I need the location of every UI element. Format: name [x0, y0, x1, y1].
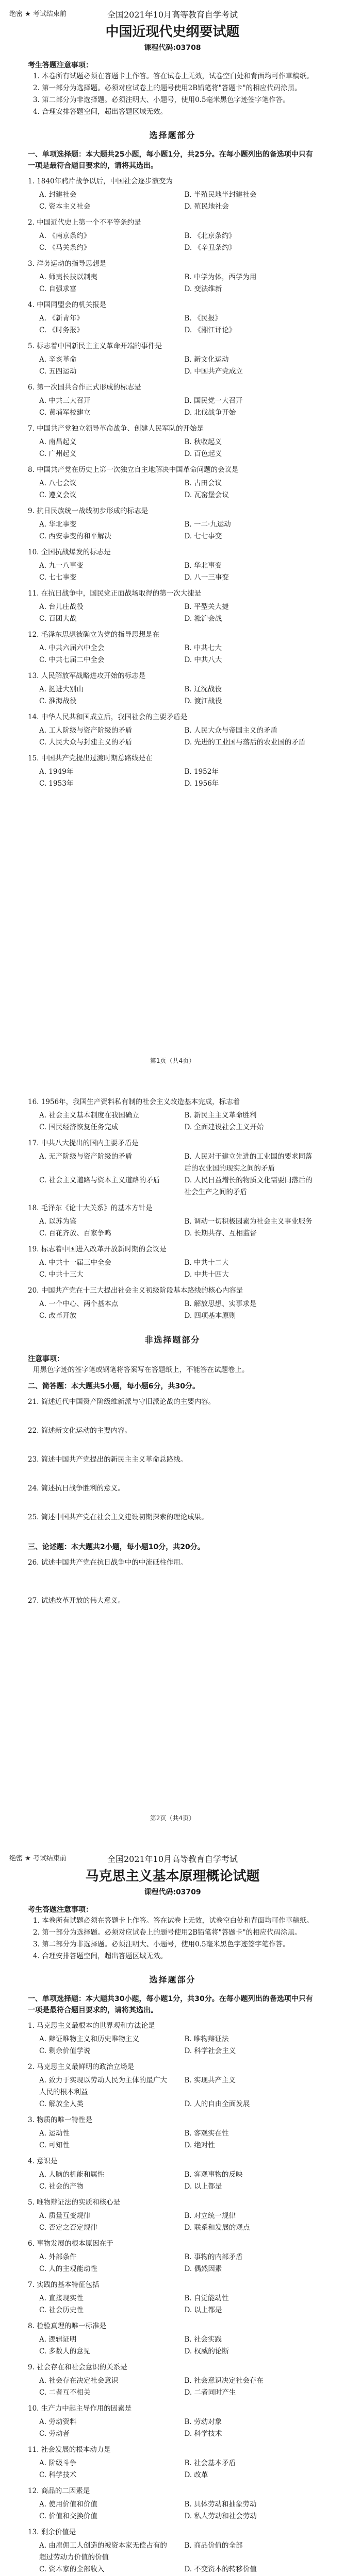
answer-option: C. 七七事变: [39, 573, 77, 582]
question-list: [28, 1097, 317, 1322]
answer-option: A. 华北事变: [39, 520, 77, 529]
answer-option: B. 具体劳动和抽象劳动: [184, 2500, 257, 2509]
answer-option: C. 多数人的意见: [39, 2347, 91, 2355]
answer-option: A. 辛亥革命: [39, 355, 77, 364]
notice-text: 用黑色字迹的签字笔或钢笔将答案写在答题纸上，不能答在试题卷上。: [33, 1366, 249, 1374]
question-item: [28, 423, 317, 460]
option-group: [39, 478, 317, 501]
question-item: [28, 465, 317, 501]
answer-option: C. 遵义会议: [39, 491, 77, 499]
question-item: [28, 588, 317, 625]
option-group: [39, 272, 317, 295]
answer-option: D. 中共八大: [184, 656, 222, 664]
option-group: [39, 2334, 317, 2358]
question-item: [28, 671, 317, 707]
answer-space: [28, 1496, 317, 1507]
option-group: [39, 519, 317, 543]
notice-item: 1. 本卷所有试题必须在答题卡上作答。答在试卷上无效，试卷空白处和背面均可作草稿纸。: [33, 72, 314, 80]
answer-option: D. 中国共产党成立: [184, 367, 243, 376]
option-group: [39, 2075, 317, 2110]
option-group: [39, 189, 317, 213]
answer-option: A. 使用价值和价值: [39, 2500, 97, 2509]
question-item: [28, 1138, 317, 1198]
question-stem: 10. 全国抗战爆发的标志是: [28, 548, 111, 556]
option-group: [39, 684, 317, 707]
question-stem: 2. 中国近代史上第一个不平等条约是: [28, 218, 141, 227]
question-stem: 4. 中国同盟会的机关报是: [28, 301, 107, 309]
question-item: [28, 2021, 317, 2057]
answer-option: B. 人民对于建立先进的工业国的要求同落后的农业国的现实之间的矛盾: [184, 1153, 313, 1173]
answer-option: C. 中共七届二中全会: [39, 656, 105, 664]
answer-option: A. 运动性: [39, 2129, 70, 2138]
question-stem: 12. 毛泽东思想被确立为党的指导思想是在: [28, 631, 160, 639]
question-stem: 17. 中共八大提出的国内主要矛盾是: [28, 1139, 139, 1147]
answer-option: D. 以上都是: [184, 2306, 222, 2314]
answer-option: B. 一二·九运动: [184, 520, 231, 529]
answer-space: [28, 1410, 317, 1421]
question-item: [28, 506, 317, 543]
part-heading: 选择题部分: [149, 1975, 196, 1985]
exam-title: 全国2021年10月高等教育自学考试: [107, 1854, 238, 1864]
course-code: 课程代码:03709: [144, 1888, 201, 1896]
answer-option: B. 新文化运动: [184, 355, 229, 364]
answer-option: B. 社会意识决定社会存在: [184, 2377, 264, 2385]
answer-option: C. 社会的产物: [39, 2182, 84, 2191]
option-group: [39, 354, 317, 378]
answer-option: D. 七七事变: [184, 532, 222, 540]
question-item: [28, 2156, 317, 2193]
question-stem: 9. 抗日民族统一战线初步形成的标志是: [28, 507, 149, 515]
question-item: [28, 2527, 317, 2575]
question-item: [28, 2321, 317, 2358]
answer-option: B. 劳动对象: [184, 2418, 222, 2426]
answer-option: B. 事物的内部矛盾: [184, 2253, 243, 2261]
exam-title: 全国2021年10月高等教育自学考试: [107, 10, 238, 20]
notice-item: 3. 第二部分为非选择题。必须注明大、小题号，使用0.5毫米黑色字迹签字笔作答。: [33, 96, 290, 104]
section-heading: 二、简答题：本大题共5小题，每小题6分，共30分。: [28, 1382, 200, 1391]
question-stem: 16. 1956年，我国生产资料私有制的社会主义改造基本完成，标志着: [28, 1098, 240, 1106]
notice-heading: 注意事项：: [28, 1355, 64, 1363]
answer-option: B. 社会实践: [184, 2335, 222, 2344]
answer-option: A. 社会主义基本制度在我国确立: [39, 1111, 139, 1120]
question-stem: 5. 标志着中国新民主主义革命开端的事件是: [28, 342, 162, 350]
answer-option: B. 自觉能动性: [184, 2294, 229, 2302]
question-item: [28, 217, 317, 254]
question-stem: 20. 中国共产党在十三大提出社会主义初级阶段基本路线的核心内容是: [28, 1286, 243, 1295]
answer-option: C. 否定之否定规律: [39, 2224, 97, 2232]
question-stem: 3. 洋务运动的指导思想是: [28, 260, 107, 268]
answer-option: D. 二者同时产生: [184, 2388, 236, 2397]
question-stem: 1. 马克思主义最根本的世界观和方法论是: [28, 2022, 155, 2030]
question-stem: 4. 意识是: [28, 2157, 58, 2165]
answer-option: B. 中共七大: [184, 644, 222, 652]
notice-list: [28, 1916, 317, 1962]
notice-item: 4. 合理安排答题空间，超出答题区域无效。: [33, 1952, 168, 1960]
option-group: [39, 1110, 317, 1133]
answer-option: C. 资本家的全部收入: [39, 2565, 105, 2573]
question-stem: 7. 中国共产党独立领导革命战争、创建人民军队的开始是: [28, 425, 204, 433]
page-footer: 第2页（共4页）: [150, 1815, 195, 1822]
question-stem: 11. 在抗日战争中，国民党正面战场取得的第一次大捷是: [28, 589, 202, 598]
question-item: [28, 753, 317, 790]
answer-option: B. 人民大众与帝国主义的矛盾: [184, 726, 278, 735]
answer-option: C. 价值和交换价值: [39, 2512, 97, 2520]
question-stem: 12. 商品的二因素是: [28, 2487, 90, 2495]
answer-option: B. 商品价值的全部: [184, 2541, 243, 2550]
notice-heading: 考生答题注意事项：: [28, 61, 93, 70]
answer-option: C. 中共十三大: [39, 1270, 84, 1279]
question-item: [28, 630, 317, 666]
answer-option: B. 社会基本矛盾: [184, 2459, 236, 2467]
answer-option: D. 殖民地社会: [184, 202, 229, 211]
question-item: [28, 2062, 317, 2110]
answer-option: C. 《时务报》: [39, 326, 84, 334]
question-item: [28, 259, 317, 295]
option-group: [39, 2251, 317, 2275]
answer-option: B. 半殖民地半封建社会: [184, 191, 257, 199]
question-list: [28, 2021, 317, 2575]
section-heading: 三、论述题：本大题共2小题，每小题10分，共20分。: [28, 1543, 205, 1551]
answer-option: A. 1949年: [39, 768, 74, 776]
answer-option: A. 台儿庄战役: [39, 603, 84, 611]
answer-option: D. 绝对性: [184, 2141, 215, 2149]
answer-option: A. 直接现实性: [39, 2294, 84, 2302]
answer-option: A. 社会存在决定社会意识: [39, 2377, 119, 2385]
answer-option: D. 权威的论断: [184, 2347, 229, 2355]
answer-option: C. 二者互不相关: [39, 2388, 91, 2397]
answer-option: D. 瓦窑堡会议: [184, 491, 229, 499]
short-question: 24. 简述抗日战争胜利的意义。: [28, 1484, 125, 1493]
answer-option: A. 阶级斗争: [39, 2459, 77, 2467]
question-list: [28, 176, 317, 790]
answer-option: B. 《民报》: [184, 314, 222, 323]
answer-option: A. 逻辑证明: [39, 2335, 77, 2344]
answer-option: A. 中共三大召开: [39, 397, 91, 405]
essay-question-list: [28, 1557, 317, 1629]
notice-item: 1. 本卷所有试题必须在答题卡上作答。答在试卷上无效，试卷空白处和背面均可作草稿纸。: [33, 1917, 314, 1925]
short-question: 22. 简述新文化运动的主要内容。: [28, 1427, 132, 1435]
subject-title: 马克思主义基本原理概论试题: [85, 1869, 260, 1884]
answer-option: C. 解放全人类: [39, 2100, 84, 2108]
answer-option: A. 以苏为鉴: [39, 1217, 77, 1226]
answer-option: D. 以上都是: [184, 2182, 222, 2191]
answer-option: C. 自强求富: [39, 285, 77, 293]
question-stem: 2. 马克思主义最鲜明的政治立场是: [28, 2063, 135, 2071]
answer-option: B. 客观事物的反映: [184, 2171, 243, 2179]
question-stem: 5. 唯物辩证法的实质和核心是: [28, 2198, 121, 2207]
question-stem: 10. 生产力中起主导作用的因素是: [28, 2404, 132, 2413]
short-question: 21. 简述近代中国资产阶级维新派与守旧派论战的主要内容。: [28, 1398, 216, 1406]
answer-option: C. 资本主义社会: [39, 202, 91, 211]
answer-option: A. 工人阶级与资产阶级的矛盾: [39, 726, 133, 735]
answer-option: A. 中共六届六中全会: [39, 644, 105, 652]
short-question: 23. 简述中国共产党提出的新民主主义革命总路线。: [28, 1455, 188, 1464]
answer-option: D. 全面建设社会主义开始: [184, 1123, 264, 1131]
answer-option: B. 秋收起义: [184, 438, 222, 446]
answer-option: A. 质量互变规律: [39, 2212, 91, 2220]
answer-option: D. 八一三事变: [184, 573, 229, 582]
answer-option: C. 改革开放: [39, 1312, 77, 1320]
answer-option: D. 淞沪会战: [184, 615, 222, 623]
option-group: [39, 642, 317, 666]
question-item: [28, 1203, 317, 1240]
answer-option: B. 新民主主义革命胜利: [184, 1111, 257, 1120]
short-question-list: [28, 1397, 317, 1536]
answer-option: D. 长期共存、互相监督: [184, 1229, 257, 1238]
question-item: [28, 300, 317, 336]
answer-option: B. 《北京条约》: [184, 232, 236, 240]
answer-option: C. 人的主观能动性: [39, 2265, 97, 2273]
question-item: [28, 2486, 317, 2522]
option-group: [39, 2169, 317, 2193]
answer-option: C. 科学技术: [39, 2471, 77, 2479]
answer-option: A. 由雇佣工人创造的被资本家无偿占有的超过劳动力价值的价值: [39, 2541, 167, 2562]
question-stem: 9. 社会存在和社会意识的关系是: [28, 2363, 127, 2371]
answer-option: B. 解放思想、实事求是: [184, 1300, 257, 1308]
option-group: [39, 1298, 317, 1322]
answer-option: A. 致力于实现以劳动人民为主体的最广大人民的根本利益: [39, 2076, 167, 2096]
answer-option: C. 五四运动: [39, 367, 77, 376]
answer-option: D. 科学技术: [184, 2430, 222, 2438]
question-stem: 6. 第一次国共合作正式形成的标志是: [28, 383, 141, 392]
answer-option: C. 劳动者: [39, 2430, 70, 2438]
answer-option: B. 唯物辩证法: [184, 2035, 229, 2043]
question-item: [28, 2280, 317, 2316]
answer-option: B. 国民党一大召开: [184, 397, 243, 405]
question-item: [28, 712, 317, 749]
question-stem: 1. 1840年鸦片战争以后，中国社会逐步演变为: [28, 177, 173, 185]
answer-option: B. 实现共产主义: [184, 2076, 236, 2084]
answer-option: D. 改革: [184, 2471, 208, 2479]
option-group: [39, 725, 317, 749]
answer-option: B. 中共十二大: [184, 1259, 229, 1267]
answer-option: A. 《新青年》: [39, 314, 84, 323]
answer-option: A. 封建社会: [39, 191, 77, 199]
option-group: [39, 601, 317, 625]
answer-option: A. 辩证唯物主义和历史唯物主义: [39, 2035, 139, 2043]
section-heading: 一、单项选择题：本大题共30小题，每小题1分，共30分。在每小题列出的备选项中只有一项是最符合题目要求的，请将其选出。: [28, 1995, 313, 2014]
answer-option: C. 国民经济恢复任务完成: [39, 1123, 119, 1131]
question-item: [28, 2239, 317, 2275]
answer-option: D. 先进的工业国与落后的农业国的矛盾: [184, 738, 306, 747]
answer-space: [28, 1467, 317, 1479]
answer-option: B. 客观实在性: [184, 2129, 229, 2138]
answer-option: D. 私人劳动和社会劳动: [184, 2512, 257, 2520]
question-item: [28, 2445, 317, 2481]
question-stem: 6. 事物发展的根本原因在于: [28, 2240, 113, 2248]
answer-option: A. 师夷长技以制夷: [39, 273, 97, 281]
question-item: [28, 2115, 317, 2151]
answer-option: A. 无产阶级与资产阶级的矛盾: [39, 1153, 133, 1161]
notice-item: 3. 第二部分为非选择题。必须注明大、小题号，使用0.5毫米黑色字迹签字笔作答。: [33, 1940, 290, 1948]
secret-mark: 绝密 ★ 考试结束前: [9, 10, 67, 18]
answer-option: C. 淮海战役: [39, 697, 77, 705]
question-stem: 3. 物质的唯一特性是: [28, 2116, 93, 2124]
answer-option: B. 平型关大捷: [184, 603, 229, 611]
essay-question: 27. 试述改革开放的伟大意义。: [28, 1597, 125, 1605]
page-footer: 第1页（共4页）: [150, 1057, 195, 1064]
option-group: [39, 2458, 317, 2481]
answer-option: B. 中学为体，西学为用: [184, 273, 257, 281]
answer-option: D. 联系和发展的观点: [184, 2224, 250, 2232]
answer-space: [28, 1525, 317, 1536]
answer-option: A. 南昌起义: [39, 438, 77, 446]
exam-page-3: [0, 1844, 345, 2576]
answer-option: B. 调动一切积极因素为社会主义事业服务: [184, 1217, 313, 1226]
answer-option: B. 辽沈战役: [184, 685, 222, 693]
option-group: [39, 1151, 317, 1198]
answer-option: C. 人民大众与封建主义的矛盾: [39, 738, 133, 747]
question-stem: 8. 中国共产党在历史上第一次独立自主地解决中国革命问题的会议是: [28, 466, 239, 474]
option-group: [39, 1216, 317, 1240]
secret-mark: 绝密 ★ 考试结束前: [9, 1855, 67, 1862]
question-stem: 13. 人民解放军战略进攻开始的标志是: [28, 672, 146, 680]
question-item: [28, 1244, 317, 1281]
answer-option: C. 西安事变的和平解决: [39, 532, 111, 540]
answer-option: C. 百花齐放、百家争鸣: [39, 1229, 111, 1238]
option-group: [39, 2033, 317, 2057]
answer-option: B. 古田会议: [184, 479, 222, 487]
answer-option: D. 偶然因素: [184, 2265, 222, 2273]
notice-list: [28, 71, 317, 117]
answer-option: A. 一个中心、两个基本点: [39, 1300, 119, 1308]
question-stem: 13. 剩余价值是: [28, 2528, 76, 2536]
answer-option: D. 不变资本的转移价值: [184, 2565, 257, 2573]
question-item: [28, 341, 317, 378]
question-stem: 19. 标志着中国进入改革开放新时期的会议是: [28, 1245, 167, 1253]
answer-option: C. 1953年: [39, 779, 74, 788]
answer-space: [28, 1570, 317, 1591]
option-group: [39, 230, 317, 254]
answer-option: D. 百色起义: [184, 450, 222, 458]
question-stem: 7. 实践的基本特征包括: [28, 2281, 100, 2289]
essay-question: 26. 试述中国共产党在抗日战争中的中流砥柱作用。: [28, 1558, 188, 1567]
option-group: [39, 2499, 317, 2522]
question-item: [28, 1285, 317, 1322]
question-stem: 15. 中国共产党提出过渡时期总路线是在: [28, 754, 153, 762]
part-heading: 选择题部分: [149, 130, 196, 140]
answer-option: C. 黄埔军校建立: [39, 409, 91, 417]
answer-option: A. 人脑的机能和属性: [39, 2171, 105, 2179]
option-group: [39, 2540, 317, 2575]
answer-option: A. 中共十一届三中全会: [39, 1259, 111, 1267]
option-group: [39, 436, 317, 460]
answer-option: C. 可知性: [39, 2141, 70, 2149]
answer-option: C. 广州起义: [39, 450, 77, 458]
answer-space: [28, 1608, 317, 1629]
question-item: [28, 2197, 317, 2234]
answer-option: D. 渡江战役: [184, 697, 222, 705]
option-group: [39, 395, 317, 419]
question-stem: 14. 中华人民共和国成立后，我国社会的主要矛盾是: [28, 713, 188, 721]
exam-page-2: [0, 1082, 345, 1844]
question-item: [28, 176, 317, 213]
answer-option: D. 变法维新: [184, 285, 222, 293]
answer-option: B. 对立统一规律: [184, 2212, 236, 2220]
answer-option: C. 百团大战: [39, 615, 77, 623]
option-group: [39, 2416, 317, 2440]
notice-heading: 考生答题注意事项：: [28, 1906, 93, 1914]
answer-option: D. 人的自由全面发展: [184, 2100, 250, 2108]
answer-option: C. 《马关条约》: [39, 244, 91, 252]
notice-item: 2. 第一部分为选择题。必须对应试卷上的题号使用2B铅笔将"答题卡"的相应代码涂黑。: [33, 1928, 302, 1937]
part-heading: 非选择题部分: [144, 1335, 201, 1345]
section-heading: 一、单项选择题：本大题共25小题，每小题1分，共25分。在每小题列出的备选项中只有一项是最符合题目要求的，请将其选出。: [28, 150, 313, 170]
option-group: [39, 2210, 317, 2234]
answer-option: D. 四项基本原则: [184, 1312, 236, 1320]
subject-title: 中国近现代史纲要试题: [105, 24, 240, 40]
answer-option: D. 中共十四大: [184, 1270, 229, 1279]
notice-item: 4. 合理安排答题空间，超出答题区域无效。: [33, 108, 168, 116]
question-stem: 8. 检验真理的唯一标准是: [28, 2322, 107, 2330]
answer-option: A. 挺进大别山: [39, 685, 84, 693]
option-group: [39, 560, 317, 584]
question-stem: 11. 社会发展的根本动力是: [28, 2446, 111, 2454]
short-question: 25. 简述中国共产党在社会主义建设初期探索的理论成果。: [28, 1513, 208, 1521]
answer-option: A. 劳动资料: [39, 2418, 77, 2426]
answer-option: D. 1956年: [184, 779, 219, 788]
answer-option: A. 九一八事变: [39, 562, 84, 570]
course-code: 课程代码:03708: [144, 44, 201, 52]
option-group: [39, 2128, 317, 2151]
answer-option: C. 社会主义道路与资本主义道路的矛盾: [39, 1176, 160, 1184]
option-group: [39, 1257, 317, 1281]
answer-option: C. 社会历史性: [39, 2306, 84, 2314]
notice-item: 2. 第一部分为选择题。必须对应试卷上的题号使用2B铅笔将"答题卡"的相应代码涂黑。: [33, 84, 302, 92]
question-item: [28, 2362, 317, 2399]
answer-space: [28, 1438, 317, 1450]
option-group: [39, 766, 317, 790]
answer-option: C. 剩余价值学说: [39, 2047, 91, 2055]
option-group: [39, 313, 317, 336]
answer-option: A. 八七会议: [39, 479, 77, 487]
answer-option: D. 人民日益增长的物质文化需要同落后的社会生产之间的矛盾: [184, 1176, 313, 1196]
answer-option: D. 《湘江评论》: [184, 326, 236, 334]
answer-option: B. 华北事变: [184, 562, 222, 570]
exam-page-1: [0, 0, 345, 1082]
question-stem: 18. 毛泽东《论十大关系》的基本方针是: [28, 1204, 153, 1212]
answer-option: B. 1952年: [184, 768, 219, 776]
answer-option: D. 北伐战争开始: [184, 409, 236, 417]
question-item: [28, 1097, 317, 1133]
option-group: [39, 2293, 317, 2316]
option-group: [39, 2375, 317, 2399]
answer-option: A. 外部条件: [39, 2253, 77, 2261]
question-item: [28, 2403, 317, 2440]
question-item: [28, 382, 317, 419]
question-item: [28, 547, 317, 584]
answer-option: D. 《辛丑条约》: [184, 244, 236, 252]
answer-option: A. 《南京条约》: [39, 232, 91, 240]
answer-option: D. 科学社会主义: [184, 2047, 236, 2055]
